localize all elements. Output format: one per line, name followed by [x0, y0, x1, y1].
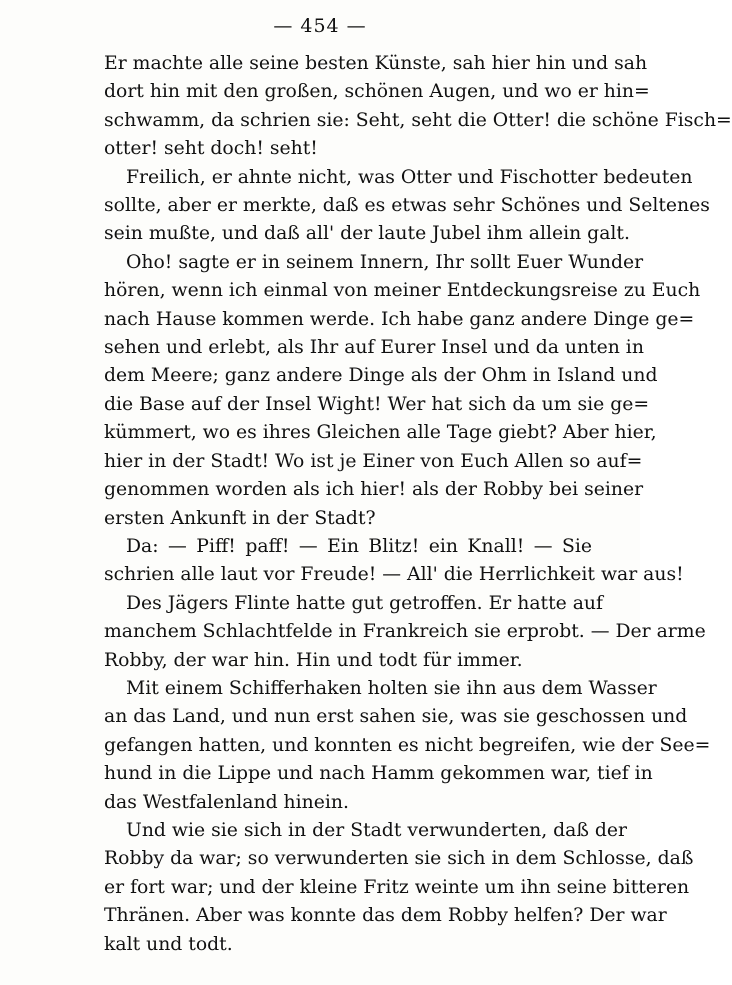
text-line: Thränen. Aber was konnte das dem Robby helfen? Der war — [104, 905, 667, 927]
paragraph — [104, 817, 694, 959]
text-line: Da: — Piff! paff! — Ein Blitz! ein Knall! — Sie — [126, 535, 592, 557]
text-line: dem Meere; ganz andere Dinge als der Ohm in Island und — [104, 365, 658, 387]
text-line: an das Land, und nun erst sahen sie, was sie geschossen und — [104, 706, 688, 728]
text-line: sehen und erlebt, als Ihr auf Eurer Insel und da unten in — [104, 337, 644, 359]
text-line: kalt und todt. — [104, 933, 233, 955]
paragraph — [104, 164, 710, 249]
text-line: sein mußte, und daß all' der laute Jubel ihm allein galt. — [104, 223, 630, 245]
text-line: die Base auf der Insel Wight! Wer hat sich da um sie ge= — [104, 393, 650, 415]
page-number: — 454 — — [273, 15, 367, 37]
text-line: schwamm, da schrien sie: Seht, seht die Otter! die schöne Fisch= — [104, 109, 732, 131]
text-line: dort hin mit den großen, schönen Augen, und wo er hin= — [104, 81, 650, 103]
text-line: er fort war; und der kleine Fritz weinte um ihn seine bitteren — [104, 876, 690, 898]
text-line: Robby, der war hin. Hin und todt für immer. — [104, 649, 523, 671]
text-line: genommen worden als ich hier! als der Robby bei seiner — [104, 479, 644, 501]
text-line: Und wie sie sich in der Stadt verwunderten, daß der — [126, 819, 627, 841]
text-line: otter! seht doch! seht! — [104, 138, 318, 160]
text-line: Robby da war; so verwunderten sie sich in dem Schlosse, daß — [104, 848, 694, 870]
paragraph — [104, 50, 732, 164]
text-line: Freilich, er ahnte nicht, was Otter und Fischotter bedeuten — [126, 166, 693, 188]
text-line: hören, wenn ich einmal von meiner Entdeckungsreise zu Euch — [104, 280, 701, 302]
text-line: kümmert, wo es ihres Gleichen alle Tage giebt? Aber hier, — [104, 422, 657, 444]
text-line: Mit einem Schifferhaken holten sie ihn aus dem Wasser — [126, 677, 657, 699]
text-line: ersten Ankunft in der Stadt? — [104, 507, 376, 529]
text-line: manchem Schlachtfelde in Frankreich sie erprobt. — Der arme — [104, 621, 706, 643]
text-line: schrien alle laut vor Freude! — All' die Herrlichkeit war aus! — [104, 564, 684, 586]
paragraph — [104, 249, 701, 533]
body-text — [104, 50, 732, 959]
text-line: hier in der Stadt! Wo ist je Einer von Euch Allen so auf= — [104, 450, 643, 472]
paragraph — [104, 675, 711, 817]
text-line: sollte, aber er merkte, daß es etwas sehr Schönes und Seltenes — [104, 195, 710, 217]
text-line: hund in die Lippe und nach Hamm gekommen war, tief in — [104, 763, 653, 785]
text-line: nach Hause kommen werde. Ich habe ganz andere Dinge ge= — [104, 308, 695, 330]
text-line: Des Jägers Flinte hatte gut getroffen. Er hatte auf — [126, 592, 603, 614]
paragraph — [104, 533, 684, 590]
paragraph — [104, 590, 706, 675]
text-line: Oho! sagte er in seinem Innern, Ihr sollt Euer Wunder — [126, 251, 644, 273]
text-line: das Westfalenland hinein. — [104, 791, 349, 813]
text-line: Er machte alle seine besten Künste, sah hier hin und sah — [104, 53, 648, 74]
text-line: gefangen hatten, und konnten es nicht begreifen, wie der See= — [104, 734, 711, 756]
